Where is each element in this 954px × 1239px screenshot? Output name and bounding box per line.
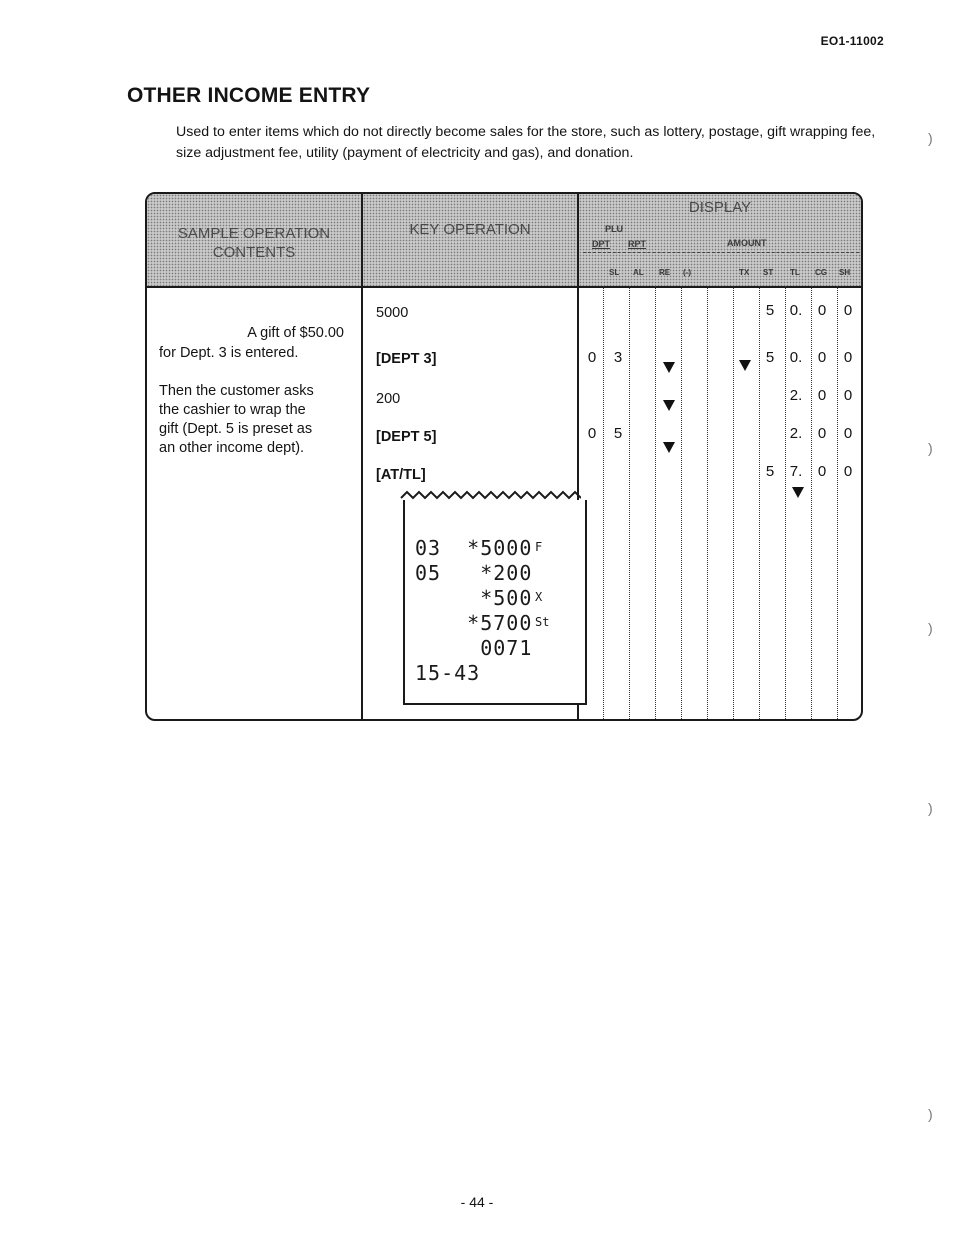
indicator-triangle <box>739 360 751 371</box>
amount-digit: 0 <box>843 302 853 319</box>
flag-minus: (-) <box>683 268 691 277</box>
section-title: OTHER INCOME ENTRY <box>127 84 371 107</box>
key-step: 200 <box>376 391 401 407</box>
receipt-line: 03 *5000 <box>415 536 533 560</box>
amount-digit: 5 <box>765 349 775 366</box>
key-step: 5000 <box>376 305 409 321</box>
margin-mark: ) <box>928 440 933 456</box>
key-step: [DEPT 5] <box>376 429 437 445</box>
margin-mark: ) <box>928 800 933 816</box>
flag-tx: TX <box>739 268 750 277</box>
display-divider <box>583 252 859 253</box>
amount-digit: 0 <box>843 349 853 366</box>
plu-digit: 5 <box>613 425 623 442</box>
display-column-line <box>837 286 838 719</box>
sample-text: for Dept. 3 is entered. <box>159 345 299 361</box>
display-column-line <box>681 286 682 719</box>
receipt-line: 15-43 <box>415 661 481 685</box>
plu-label: PLU <box>605 224 623 234</box>
operation-table <box>145 192 863 721</box>
amount-digit: 5 <box>765 463 775 480</box>
indicator-triangle <box>663 442 675 453</box>
amount-digit: 7. <box>789 463 803 480</box>
sample-text: gift (Dept. 5 is preset as <box>159 421 313 437</box>
amount-digit: 0. <box>789 302 803 319</box>
receipt-line: *500 <box>415 586 533 610</box>
display-column-line <box>759 286 760 719</box>
flag-sl: SL <box>609 268 620 277</box>
receipt-symbol: F <box>535 540 543 554</box>
document-code: EO1-11002 <box>820 34 884 48</box>
section-intro: Used to enter items which do not directly become sales for the store, such as lottery, postage, gift wrapping fee, size adjustment fee, utility (payment of electricity and gas), and donation. <box>176 124 876 161</box>
amount-digit: 0 <box>817 425 827 442</box>
receipt-line: 0071 <box>415 636 533 660</box>
flag-cg: CG <box>815 268 827 277</box>
key-header <box>363 194 577 288</box>
amount-digit: 5 <box>765 302 775 319</box>
receipt-symbol: St <box>535 615 550 629</box>
indicator-triangle <box>663 362 675 373</box>
page-number: - 44 - <box>460 1194 494 1210</box>
display-column-line <box>785 286 786 719</box>
amount-digit: 0 <box>817 463 827 480</box>
rpt-label: RPT <box>628 239 646 249</box>
sample-text: an other income dept). <box>159 440 305 456</box>
display-column-line <box>707 286 708 719</box>
receipt-line: 05 *200 <box>415 561 533 585</box>
margin-mark: ) <box>928 1106 933 1122</box>
display-column-line <box>733 286 734 719</box>
receipt <box>403 500 587 705</box>
flag-tl: TL <box>790 268 800 277</box>
amount-digit: 0 <box>843 463 853 480</box>
flag-re: RE <box>659 268 671 277</box>
sample-text: Then the customer asks <box>159 383 314 399</box>
display-column-line <box>811 286 812 719</box>
margin-mark: ) <box>928 130 933 146</box>
indicator-triangle <box>663 400 675 411</box>
sample-header-label: SAMPLE OPERATION CONTENTS <box>177 225 331 261</box>
receipt-line: *5700 <box>415 611 533 635</box>
key-header-label: KEY OPERATION <box>409 221 531 238</box>
amount-digit: 0 <box>817 302 827 319</box>
amount-digit: 0 <box>843 387 853 404</box>
plu-digit: 3 <box>613 349 623 366</box>
display-column-line <box>655 286 656 719</box>
margin-mark: ) <box>928 620 933 636</box>
amount-label: AMOUNT <box>727 238 767 248</box>
dpt-label: DPT <box>592 239 610 249</box>
display-column-line <box>629 286 630 719</box>
key-step: [AT/TL] <box>376 467 426 483</box>
amount-digit: 2. <box>789 425 803 442</box>
amount-digit: 0. <box>789 349 803 366</box>
flag-sh: SH <box>839 268 851 277</box>
flag-st: ST <box>763 268 774 277</box>
plu-digit: 0 <box>587 425 597 442</box>
amount-digit: 2. <box>789 387 803 404</box>
amount-digit: 0 <box>817 387 827 404</box>
display-column-line <box>603 286 604 719</box>
amount-digit: 0 <box>843 425 853 442</box>
sample-text: the cashier to wrap the <box>159 402 306 418</box>
indicator-triangle <box>792 487 804 498</box>
column-divider <box>361 194 363 719</box>
key-step: [DEPT 3] <box>376 351 437 367</box>
display-header-label: DISPLAY <box>688 199 752 216</box>
sample-text: A gift of $50.00 <box>247 325 344 341</box>
amount-digit: 0 <box>817 349 827 366</box>
receipt-symbol: X <box>535 590 543 604</box>
flag-al: AL <box>633 268 644 277</box>
plu-digit: 0 <box>587 349 597 366</box>
